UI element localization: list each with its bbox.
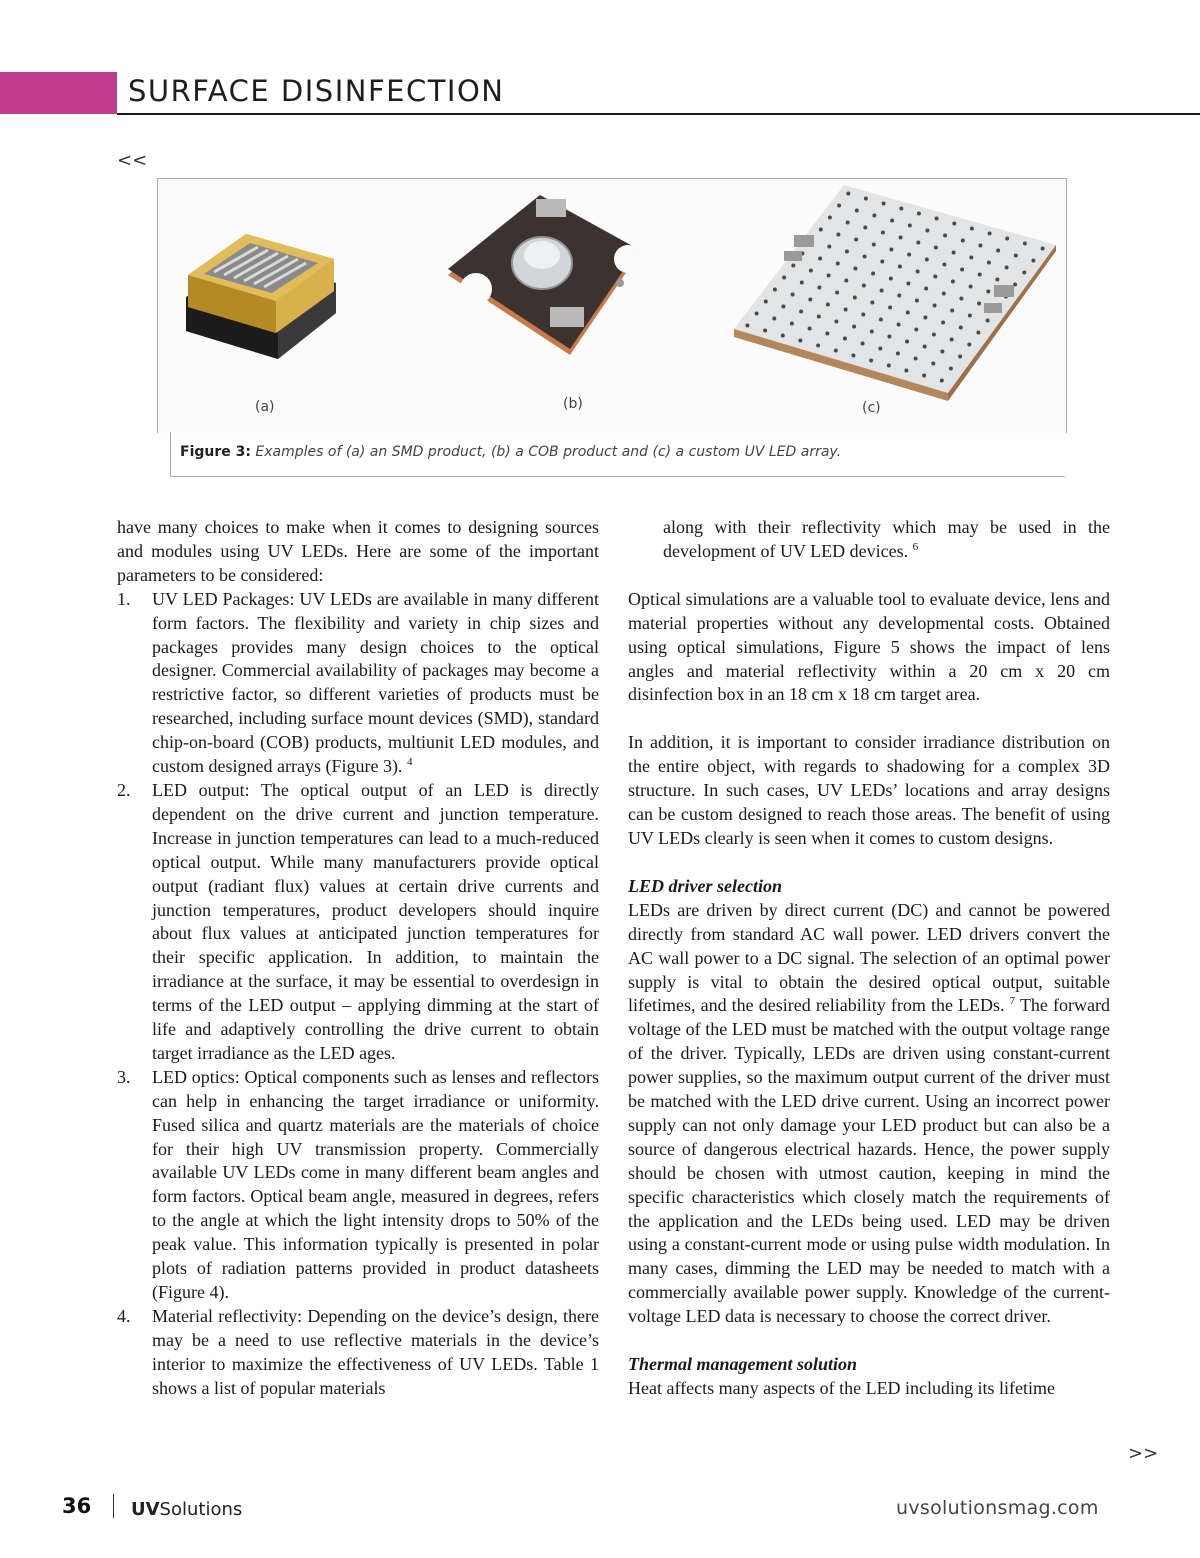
- next-page-link[interactable]: >>: [1128, 1443, 1159, 1464]
- page-number: 36: [62, 1494, 92, 1518]
- section-heading: Thermal management solution: [628, 1354, 858, 1375]
- list-number: 2.: [117, 779, 131, 800]
- panel-label-c: (c): [862, 400, 881, 416]
- brand-bold: UV: [131, 1499, 160, 1520]
- section-title: SURFACE DISINFECTION: [128, 74, 505, 108]
- footer-divider: [113, 1494, 114, 1518]
- list-item-text: LED optics: Optical components such as lenses and reflectors can help in enhancing the target irradiance or uniformity. Fused silica and quartz materials are the materials of choice for their high UV transmission property. Commercially available UV LEDs come in many different beam angles and form factors. Optical beam angle, measured in degrees, refers to the angle at which the light intensity drops to 50% of the peak value. This information typically is presented in polar plots of radiation patterns provided in product datasheets (Figure 4).: [152, 1066, 599, 1302]
- list-item: [117, 1305, 599, 1401]
- list-item-text: Material reflectivity: Depending on the device’s design, there may be a need to use reflective materials in the device’s interior to maximize the effectiveness of UV LEDs. Table 1 shows a list of popular materials: [152, 1305, 599, 1398]
- parameter-list: [117, 588, 599, 1401]
- left-column: [117, 516, 599, 1401]
- list-continuation: [628, 516, 1110, 564]
- brand-rest: Solutions: [159, 1499, 243, 1520]
- figure-3-image: [158, 179, 1066, 433]
- paragraph-text: The forward voltage of the LED must be matched with the output voltage range of the driver. Typically, LEDs are driven using constant-current power supplies, so the maximum output current of the driver must be matched with the LED drive current. Using an incorrect power supply can not only damage your LED product but can also be a source of dangerous electrical hazards. Hence, the power supply should be chosen with utmost caution, keeping in mind the specific characteristics which closely match the requirements of the application and the LEDs being used. LED may be driven using a constant-current mode or using pulse width modulation. In many cases, dimming the LED may be needed to match with a commercially available power supply. Knowledge of the current-voltage LED data is necessary to choose the correct driver.: [628, 995, 1110, 1327]
- cob-product-image: [448, 195, 642, 355]
- continuation-text: along with their reflectivity which may be used in the development of UV LED devices.: [663, 517, 1110, 561]
- figure-caption: [180, 444, 841, 460]
- body-paragraph: Heat affects many aspects of the LED including its lifetime: [628, 1378, 1056, 1398]
- list-item: [117, 779, 599, 1066]
- body-paragraph: In addition, it is important to consider irradiance distribution on the entire object, with regards to shadowing for a complex 3D structure. In such cases, UV LEDs’ locations and array designs can be custom designed to reach those areas. The benefit of using UV LEDs clearly is seen when it comes to custom designs.: [628, 732, 1110, 848]
- previous-page-link[interactable]: <<: [117, 150, 148, 171]
- panel-label-a: (a): [255, 399, 275, 415]
- body-paragraph: Optical simulations are a valuable tool to evaluate device, lens and material properties without any developmental costs. Obtained using optical simulations, Figure 5 shows the impact of lens angles and material reflectivity within a 20 cm x 20 cm disinfection box in an 18 cm x 18 cm target area.: [628, 588, 1110, 705]
- list-number: 1.: [117, 588, 131, 609]
- list-item: [117, 1066, 599, 1305]
- caption-text: Examples of (a) an SMD product, (b) a COB product and (c) a custom UV LED array.: [255, 444, 842, 460]
- publication-brand: [131, 1499, 242, 1520]
- panel-label-b: (b): [563, 396, 583, 412]
- caption-label: Figure 3:: [180, 444, 251, 460]
- list-number: 3.: [117, 1066, 131, 1087]
- body-paragraph: [628, 899, 1110, 1329]
- custom-led-array-image: [734, 185, 1056, 401]
- section-heading: LED driver selection: [628, 875, 782, 896]
- caption-rule-bottom: [170, 476, 1065, 477]
- paragraph-text: LEDs are driven by direct current (DC) and cannot be powered directly from standard AC wall power. LED drivers convert the AC wall power to a DC signal. The selection of an optimal power supply is vital to obtain the desired optical output, suitable lifetimes, and the desired reliability from the LEDs.: [628, 899, 1110, 1016]
- header-rule: [117, 113, 1200, 115]
- reference-superscript: 7: [1009, 995, 1016, 1008]
- intro-paragraph: have many choices to make when it comes to designing sources and modules using UV LEDs. Here are some of the important parameters to be considered:: [117, 517, 599, 585]
- list-item: [117, 588, 599, 779]
- list-item-text: LED output: The optical output of an LED is directly dependent on the drive current and junction temperature. Increase in junction temperatures can lead to a much-reduced optical output. While many manufacturers provide optical output (radiant flux) values at certain drive currents and junction temperatures, product developers should inquire about flux values at anticipated junction temperatures for their specific application. In addition, to maintain the irradiance at the surface, it may be essential to overdesign in terms of the LED output – applying dimming at the start of life and adaptively controlling the drive current to obtain target irradiance as the LED ages.: [152, 779, 599, 1063]
- website-url[interactable]: uvsolutionsmag.com: [896, 1497, 1099, 1519]
- caption-rule-left: [170, 432, 171, 477]
- list-item-text: UV LED Packages: UV LEDs are available in many different form factors. The flexibility and variety in chip sizes and packages provides many design choices to the optical designer. Commercial availability of packages may become a restrictive factor, so different varieties of products must be researched, including surface mount devices (SMD), standard chip-on-board (COB) products, multiunit LED modules, and custom designed arrays (Figure 3).: [152, 588, 599, 777]
- right-column: [628, 516, 1110, 1401]
- reference-superscript: 4: [406, 756, 413, 769]
- reference-superscript: 6: [912, 540, 919, 553]
- section-color-tab: [0, 72, 117, 114]
- figure-3: [157, 178, 1067, 433]
- smd-product-image: [186, 234, 336, 359]
- list-number: 4.: [117, 1305, 131, 1326]
